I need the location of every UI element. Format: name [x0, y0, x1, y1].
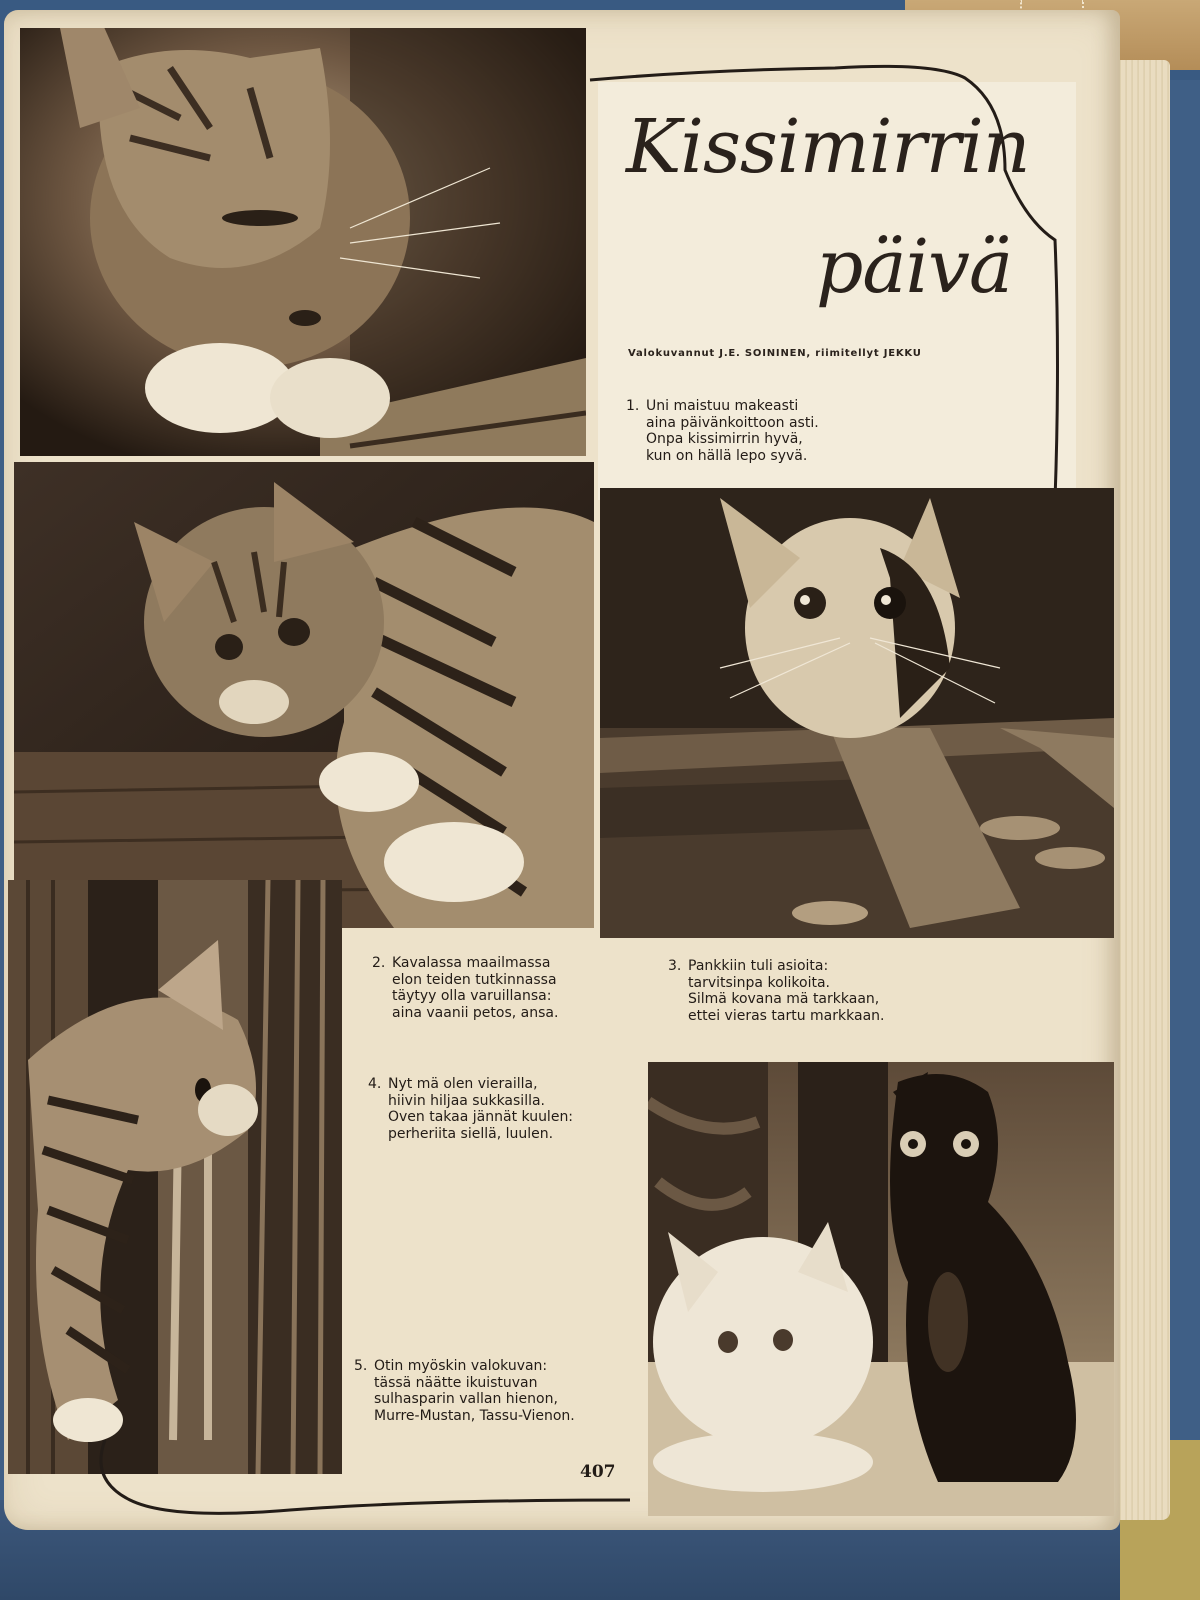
- verse-2: [372, 955, 558, 1021]
- title-line-2: päivä: [816, 224, 1013, 310]
- verse-1: [626, 398, 819, 464]
- verse-number: 4.: [368, 1076, 382, 1092]
- verse-line: aina vaanii petos, ansa.: [392, 1004, 559, 1021]
- page-number: 407: [580, 1462, 616, 1482]
- verse-line: ettei vieras tartu markkaan.: [688, 1007, 885, 1024]
- verse-line: tarvitsinpa kolikoita.: [688, 974, 830, 991]
- verse-4: [368, 1076, 573, 1142]
- verse-line: tässä näätte ikuistuvan: [374, 1374, 538, 1391]
- verse-3: [668, 958, 884, 1024]
- article-title: [616, 90, 1036, 330]
- title-line-1: Kissimirrin: [626, 104, 1030, 190]
- verse-number: 1.: [626, 398, 640, 414]
- verse-5: [354, 1358, 575, 1424]
- verse-line: Otin myöskin valokuvan:: [374, 1358, 548, 1374]
- verse-line: Nyt mä olen vierailla,: [388, 1076, 538, 1092]
- verse-line: täytyy olla varuillansa:: [392, 988, 552, 1004]
- kitten-door-photo: [8, 880, 342, 1474]
- verse-line: Silmä kovana mä tarkkaan,: [688, 991, 880, 1007]
- verse-line: elon teiden tutkinnassa: [392, 971, 557, 988]
- verse-line: Onpa kissimirrin hyvä,: [646, 431, 803, 447]
- verse-line: Uni maistuu makeasti: [646, 398, 799, 414]
- verse-number: 5.: [354, 1358, 368, 1374]
- tabby-kitten-photo: [14, 462, 594, 928]
- verse-line: Murre-Mustan, Tassu-Vienon.: [374, 1407, 575, 1424]
- verse-line: perheriita siellä, luulen.: [388, 1125, 554, 1142]
- verse-line: Kavalassa maailmassa: [392, 955, 551, 971]
- kitten-cash-drawer-photo: [600, 488, 1114, 938]
- white-black-kittens-photo: [648, 1062, 1114, 1516]
- verse-number: 2.: [372, 955, 386, 971]
- verse-line: kun on hällä lepo syvä.: [646, 447, 808, 464]
- verse-line: Oven takaa jännät kuulen:: [388, 1109, 574, 1125]
- decorative-ribbon-bottom: [90, 1440, 650, 1530]
- verse-line: aina päivänkoittoon asti.: [646, 414, 819, 431]
- verse-line: Pankkiin tuli asioita:: [688, 958, 829, 974]
- photo-credits: Valokuvannut J.E. SOININEN, riimitellyt JEKKU: [628, 348, 922, 359]
- verse-line: sulhasparin vallan hienon,: [374, 1391, 558, 1407]
- sleeping-kitten-photo: [20, 28, 586, 456]
- verse-number: 3.: [668, 958, 682, 974]
- verse-line: hiivin hiljaa sukkasilla.: [388, 1092, 546, 1109]
